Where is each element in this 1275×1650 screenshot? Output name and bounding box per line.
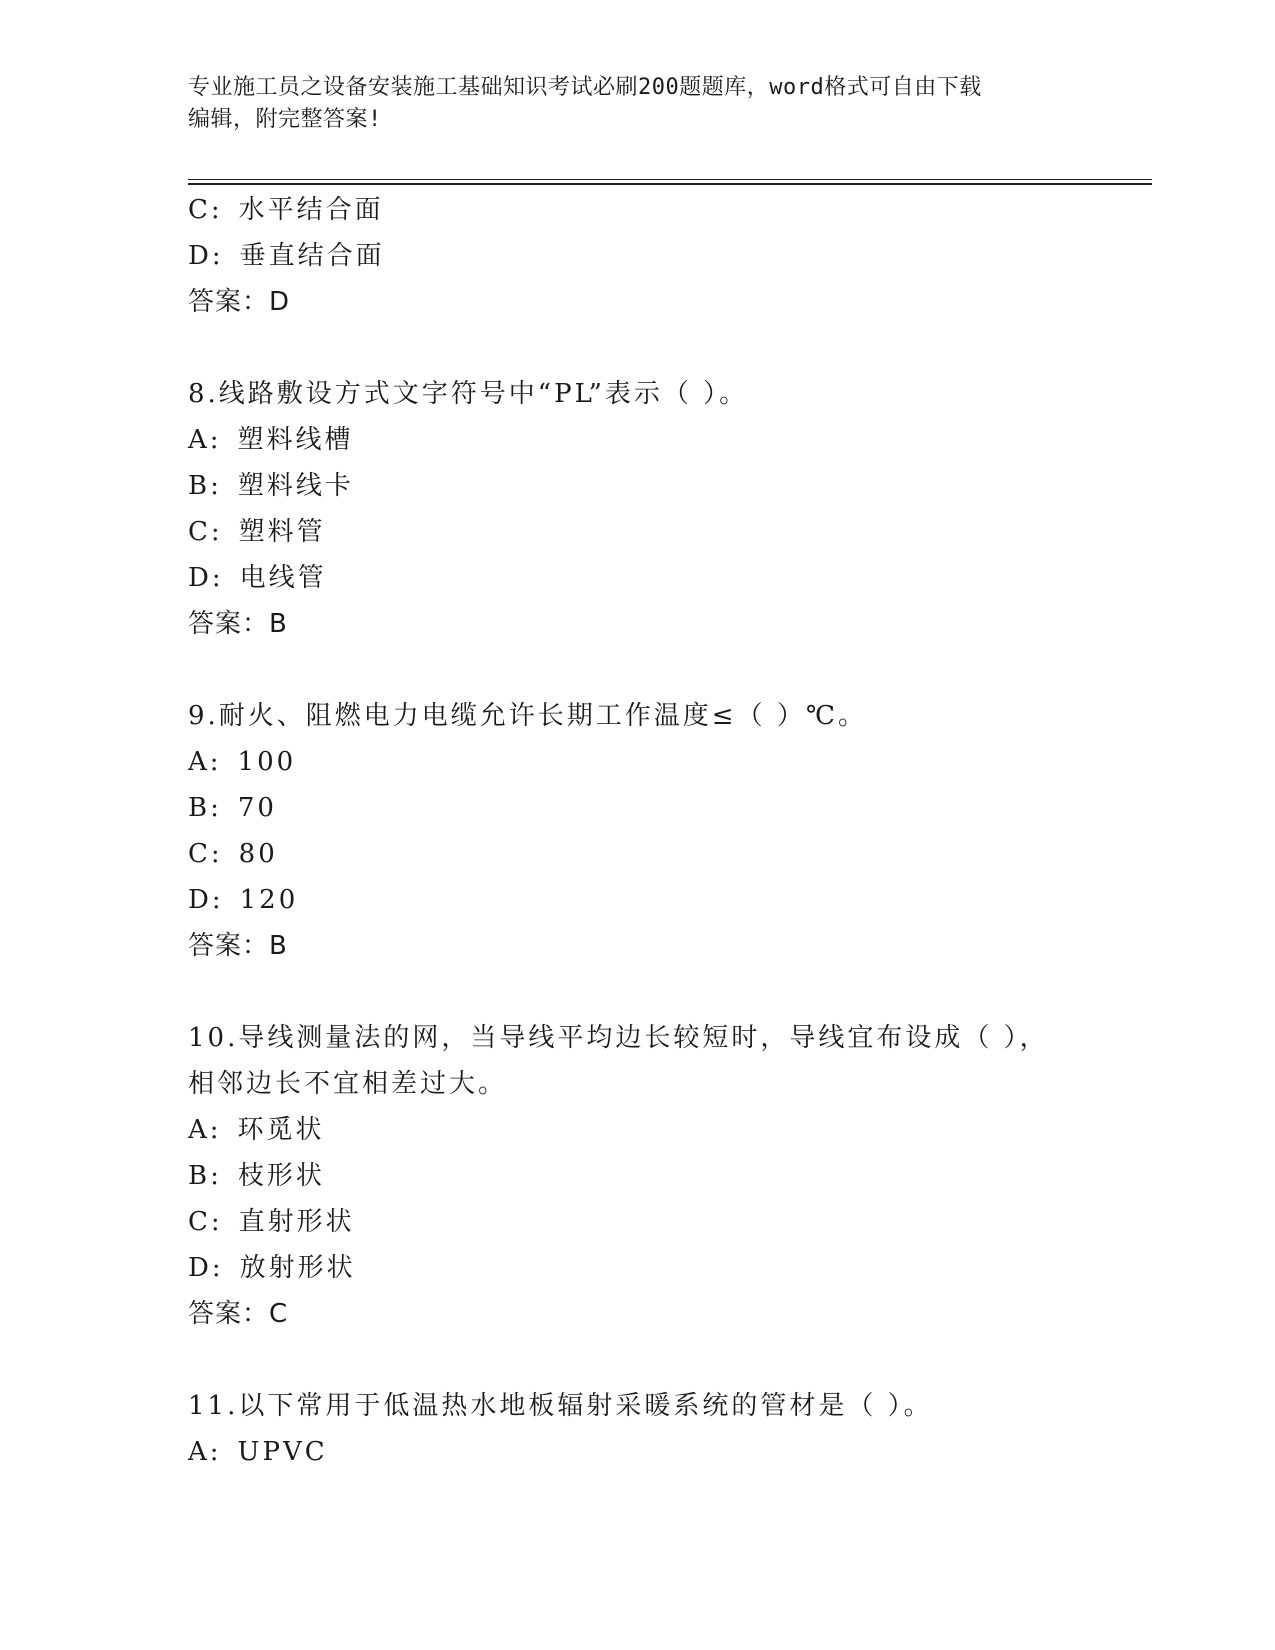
option-key: A: bbox=[188, 747, 222, 777]
option-text: 塑料线槽 bbox=[237, 425, 354, 455]
option-d bbox=[188, 877, 1068, 923]
option-key: C: bbox=[188, 195, 223, 225]
option-key: D: bbox=[188, 241, 224, 271]
option-a bbox=[188, 739, 1068, 785]
question-9 bbox=[188, 693, 1068, 969]
question-text-line-1: 10.导线测量法的网，当导线平均边长较短时，导线宜布设成（ ）， bbox=[188, 1023, 1049, 1053]
answer-line: 答案：B bbox=[188, 609, 288, 639]
question-8 bbox=[188, 371, 1068, 647]
question-11 bbox=[188, 1383, 1068, 1475]
question-text: 8.线路敷设方式文字符号中“PL”表示（ ）。 bbox=[188, 379, 749, 409]
header-divider-thick bbox=[188, 183, 1152, 185]
option-key: B: bbox=[188, 793, 222, 823]
option-b bbox=[188, 1153, 1068, 1199]
option-b bbox=[188, 463, 1068, 509]
spacer bbox=[188, 969, 1068, 1015]
spacer bbox=[188, 325, 1068, 371]
header-divider-thin bbox=[188, 179, 1152, 180]
answer-line: 答案：C bbox=[188, 1299, 289, 1329]
question-text: 11.以下常用于低温热水地板辐射采暖系统的管材是（ ）。 bbox=[188, 1391, 933, 1421]
option-text: 120 bbox=[239, 885, 299, 915]
question-text-line-2: 相邻边长不宜相差过大。 bbox=[188, 1069, 508, 1099]
option-text: 塑料线卡 bbox=[237, 471, 354, 501]
option-b bbox=[188, 785, 1068, 831]
option-key: D: bbox=[188, 563, 224, 593]
option-text: 垂直结合面 bbox=[239, 241, 385, 271]
option-d bbox=[188, 1245, 1068, 1291]
option-text: 直射形状 bbox=[238, 1207, 355, 1237]
document-header bbox=[188, 72, 1068, 136]
option-key: C: bbox=[188, 517, 223, 547]
option-key: A: bbox=[188, 1437, 222, 1467]
header-title-line-2: 编辑，附完整答案! bbox=[188, 107, 382, 132]
spacer bbox=[188, 647, 1068, 693]
option-text: 塑料管 bbox=[238, 517, 326, 547]
question-text: 9.耐火、阻燃电力电缆允许长期工作温度≤（ ）℃。 bbox=[188, 701, 867, 731]
option-d bbox=[188, 233, 1068, 279]
option-text: 环觅状 bbox=[237, 1115, 325, 1145]
question-10 bbox=[188, 1015, 1068, 1337]
option-d bbox=[188, 555, 1068, 601]
option-text: 水平结合面 bbox=[238, 195, 384, 225]
answer-line: 答案：B bbox=[188, 931, 288, 961]
option-text: 枝形状 bbox=[237, 1161, 325, 1191]
spacer bbox=[188, 1337, 1068, 1383]
option-key: C: bbox=[188, 1207, 223, 1237]
option-text: 电线管 bbox=[239, 563, 327, 593]
question-7-tail bbox=[188, 187, 1068, 325]
option-key: A: bbox=[188, 425, 222, 455]
option-text: 放射形状 bbox=[239, 1253, 356, 1283]
header-title-line-1: 专业施工员之设备安装施工基础知识考试必刷200题题库，word格式可自由下载 bbox=[188, 75, 982, 100]
option-key: A: bbox=[188, 1115, 222, 1145]
option-c bbox=[188, 1199, 1068, 1245]
option-text: 100 bbox=[237, 747, 297, 777]
option-key: D: bbox=[188, 1253, 224, 1283]
option-c bbox=[188, 831, 1068, 877]
option-a bbox=[188, 1429, 1068, 1475]
option-text: 80 bbox=[238, 839, 278, 869]
option-key: C: bbox=[188, 839, 223, 869]
option-text: 70 bbox=[237, 793, 277, 823]
option-key: B: bbox=[188, 1161, 222, 1191]
question-list bbox=[188, 187, 1068, 1475]
option-text: UPVC bbox=[237, 1437, 328, 1467]
answer-line: 答案：D bbox=[188, 287, 291, 317]
option-c bbox=[188, 187, 1068, 233]
option-c bbox=[188, 509, 1068, 555]
option-key: D: bbox=[188, 885, 224, 915]
option-key: B: bbox=[188, 471, 222, 501]
option-a bbox=[188, 417, 1068, 463]
option-a bbox=[188, 1107, 1068, 1153]
